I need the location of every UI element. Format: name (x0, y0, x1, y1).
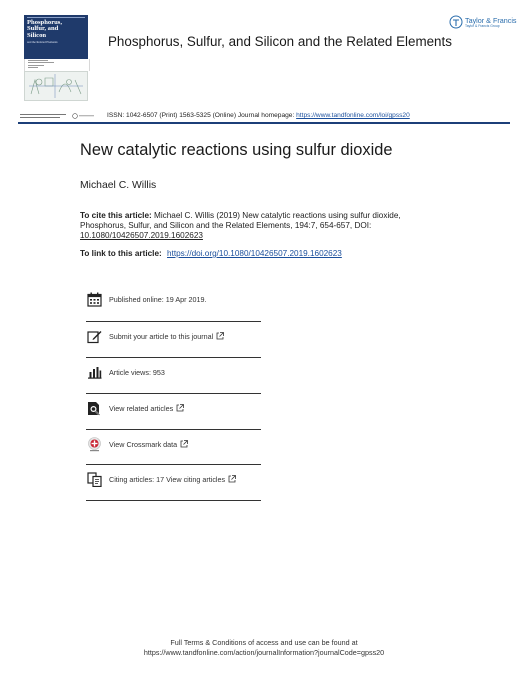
external-link-icon (216, 332, 224, 340)
published-online-row (86, 285, 261, 321)
article-author[interactable]: Michael C. Willis (80, 180, 157, 191)
header-divider (18, 122, 510, 124)
article-doi-link[interactable]: https://doi.org/10.1080/10426507.2019.1602623 (167, 249, 342, 258)
info-divider (86, 500, 261, 501)
cover-title: Phosphorus, Sulfur, and Silicon (27, 19, 62, 39)
taylor-francis-mini-logo (72, 113, 96, 119)
taylor-francis-logo (449, 15, 517, 31)
submit-article-row[interactable] (86, 322, 261, 358)
citation-text: Michael C. Willis (2019) New catalytic reactions using sulfur dioxide, Phosphorus, Sulfur, and Silicon and the Related Elements, 194:7, 654-657, DOI: (80, 211, 401, 231)
crossmark-icon (87, 437, 102, 452)
bar-chart-icon (87, 365, 102, 380)
published-online-text: Published online: 19 Apr 2019. (109, 295, 207, 304)
footer-terms-link[interactable]: https://www.tandfonline.com/action/journalInformation?journalCode=gpss20 (143, 647, 385, 657)
article-link-line (80, 249, 342, 258)
cover-subtitle: and the Related Elements (27, 40, 58, 44)
issn-text: ISSN: 1042-6507 (Print) 1563-5325 (Online) Journal homepage: (107, 112, 297, 119)
external-link-icon (176, 404, 184, 412)
cover-artwork (24, 71, 88, 101)
issn-line (107, 112, 410, 119)
journal-title[interactable]: Phosphorus, Sulfur, and Silicon and the Related Elements (108, 34, 452, 49)
citation-doi[interactable]: 10.1080/10426507.2019.1602623 (80, 231, 203, 241)
citing-articles-row[interactable] (86, 465, 261, 501)
taylor-francis-logo-name: Taylor & Francis (465, 16, 517, 25)
citation-block (80, 211, 430, 242)
submit-article-link[interactable]: Submit your article to this journal (109, 332, 224, 341)
related-articles-link[interactable]: View related articles (109, 404, 184, 413)
article-views-row (86, 358, 261, 394)
footer (0, 638, 528, 657)
calendar-icon (87, 292, 102, 307)
article-views-text: Article views: 953 (109, 368, 165, 377)
crossmark-link[interactable]: View Crossmark data (109, 440, 188, 449)
related-articles-row[interactable] (86, 394, 261, 430)
citing-articles-link[interactable]: Citing articles: 17 View citing articles (109, 475, 236, 484)
taylor-francis-logo-icon (449, 15, 463, 29)
related-search-icon (87, 401, 102, 416)
cover-top-line (27, 17, 85, 18)
cover-small-print (20, 114, 70, 119)
journal-homepage-link[interactable]: https://www.tandfonline.com/loi/gpss20 (296, 112, 410, 119)
edit-icon (87, 329, 102, 344)
article-link-label: To link to this article: (80, 249, 162, 258)
cover-details-strip (24, 59, 90, 71)
cover-artwork-graphic (25, 72, 87, 100)
cover-detail-lines (28, 60, 54, 69)
footer-terms-text: Full Terms & Conditions of access and use can be found at (170, 638, 358, 647)
journal-cover-thumbnail (24, 15, 88, 59)
external-link-icon (228, 475, 236, 483)
article-title: New catalytic reactions using sulfur dioxide (80, 141, 393, 159)
taylor-francis-logo-tagline: Taylor & Francis Group (465, 24, 500, 28)
crossmark-row[interactable] (86, 430, 261, 466)
citation-label: To cite this article: (80, 211, 152, 220)
external-link-icon (180, 440, 188, 448)
citing-articles-icon (87, 472, 102, 487)
